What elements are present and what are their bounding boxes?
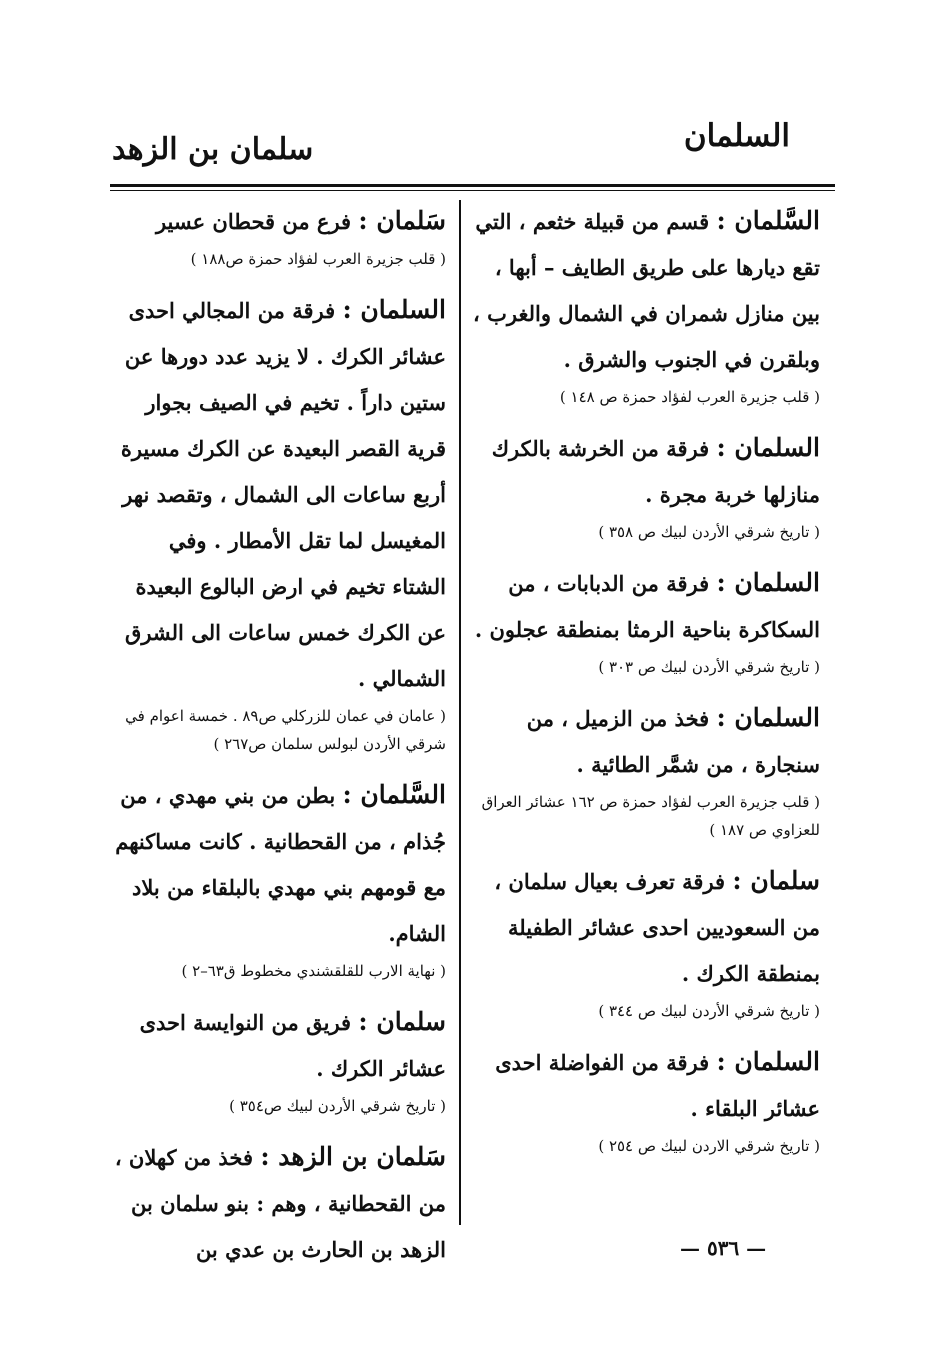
entry (470, 425, 820, 546)
entry-text: فرقة من الفواضلة احدى عشائر البلقاء . (495, 1050, 820, 1121)
page-header-right: السلمان (683, 118, 790, 154)
entry (470, 560, 820, 681)
entry-text: قسم من قبيلة خثعم ، التي تقع ديارها على طريق الطايف – أبها ، بين منازل شمران في الشمال والغرب ، وبلقرن في الجنوب والشرق . (473, 209, 820, 372)
entry-text: فرقة تعرف بعيال سلمان ، من السعوديين احدى عشائر الطفيلة بمنطقة الكرك . (494, 869, 820, 986)
entry-term: السلمان : (716, 433, 820, 462)
page-header-left: سلمان بن الزهد (112, 132, 314, 167)
entry (470, 695, 820, 844)
entry-text: فرقة من الدبابات ، من السكاكرة بناحية الرمثا بمنطقة عجلون . (474, 571, 820, 642)
entry-source: ( تاريخ شرقي الاردن لبيك ص ٢٥٤ ) (598, 1137, 820, 1155)
entry-term: السَّلمان : (342, 780, 446, 809)
entry-text: فرع من قحطان عسير (155, 209, 352, 234)
entry-term: سَلمان بن الزهد : (260, 1142, 446, 1171)
entry (108, 999, 446, 1120)
right-column (470, 198, 820, 1174)
entry (470, 198, 820, 411)
entry-source: ( عامان في عمان للزركلي ص٨٩ . خمسة اعوام في شرقي الأردن لبولس سلمان ص٢٦٧ ) (125, 707, 446, 753)
entry-term: السلمان : (342, 295, 446, 324)
entry-source: ( نهاية الارب للقلقشندي مخطوط ق٦٣–٢ ) (181, 962, 446, 980)
entry-text: فريق من النوايسة احدى عشائر الكرك . (139, 1010, 446, 1081)
entry-source: ( قلب جزيرة العرب لفؤاد حمزة ص ١٤٨ ) (559, 388, 820, 406)
entry (108, 287, 446, 758)
entry-source: ( تاريخ شرقي الأردن لبيك ص٣٥٤ ) (229, 1097, 446, 1115)
entry-text: فخذ من الزميل ، من سنجارة ، من شمَّر الطائية . (526, 706, 820, 777)
entry-term: سَلمان : (358, 206, 446, 235)
entry-source: ( قلب جزيرة العرب لفؤاد حمزة ص ١٦٢ عشائر العراق للعزاوي ص ١٨٧ ) (481, 793, 820, 839)
header-rule-thin (110, 190, 835, 191)
entry-term: السلمان : (716, 703, 820, 732)
entry-term: سلمان : (732, 866, 820, 895)
entry-text: بطن من بني مهدي ، من جُذام ، من القحطانية . كانت مساكنهم مع قومهم بني مهدي بالبلقاء من بلاد الشام. (115, 783, 446, 946)
entry (108, 772, 446, 985)
page-number: — ٥٣٦ — (680, 1236, 767, 1260)
entry-text: فخذ من كهلان ، من القحطانية ، وهم : بنو سلمان بن الزهد بن الحارث بن عدي بن (114, 1145, 446, 1262)
entry-term: السلمان : (716, 568, 820, 597)
entry-text: فرقة من المجالي احدى عشائر الكرك . لا يزيد عدد دورها عن ستين داراً . تخيم في الصيف بجوار قرية القصر البعيدة عن الكرك مسيرة أربع ساعات الى الشمال ، وتقصد نهر المغيسل لما تقل الأمطار . وفي الشتاء تخيم في ارض البالوع البعيدة عن الكرك خمس ساعات الى الشرق الشمالي . (120, 298, 446, 691)
entry-source: ( تاريخ شرقي الأردن لبيك ص ٣٥٨ ) (598, 523, 820, 541)
entry (470, 858, 820, 1025)
entry (108, 198, 446, 273)
left-column (108, 198, 446, 1273)
entry-term: سلمان : (358, 1007, 446, 1036)
header-rule-thick (110, 184, 835, 187)
entry-term: السَّلمان : (716, 206, 820, 235)
entry (470, 1039, 820, 1160)
entry-source: ( تاريخ شرقي الأردن لبيك ص ٣٤٤ ) (598, 1002, 820, 1020)
column-divider (459, 200, 461, 1225)
entry-term: السلمان : (716, 1047, 820, 1076)
entry-text: فرقة من الخرشة بالكرك منازلها خربة مجرة . (491, 436, 820, 507)
entry-source: ( تاريخ شرقي الأردن لبيك ص ٣٠٣ ) (598, 658, 820, 676)
entry (108, 1134, 446, 1273)
entry-source: ( قلب جزيرة العرب لفؤاد حمزة ص١٨٨ ) (190, 250, 446, 268)
